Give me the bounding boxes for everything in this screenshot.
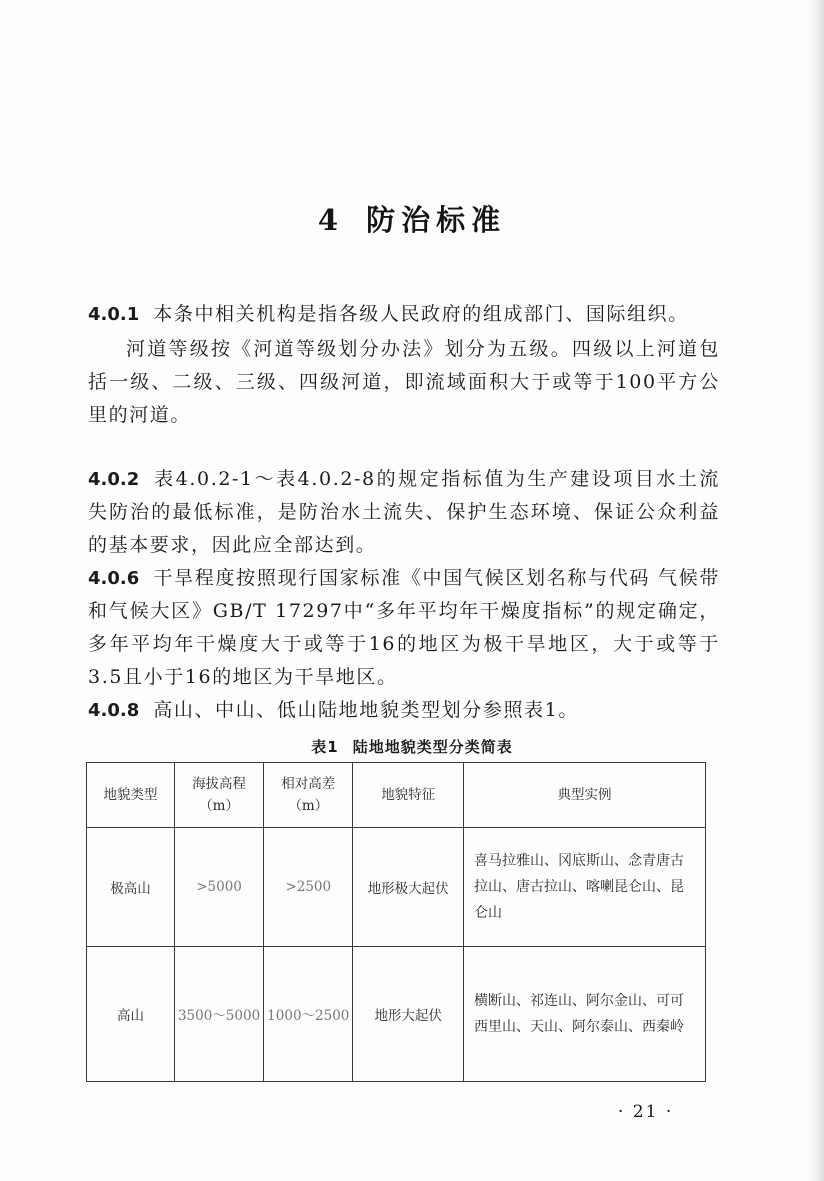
landform-table	[86, 762, 706, 1082]
table-caption-tag: 表1	[311, 738, 339, 756]
cell-relative-relief: 1000～2500	[264, 947, 353, 1082]
cell-relative-relief: >2500	[264, 828, 353, 947]
chapter-title	[0, 198, 824, 239]
table-header-row	[87, 763, 706, 828]
header-landform-type: 地貌类型	[87, 763, 175, 828]
header-altitude: 海拔高程（m）	[174, 763, 263, 828]
clause-paragraph	[88, 562, 720, 694]
cell-altitude: 3500～5000	[174, 947, 263, 1082]
cell-typical-examples: 横断山、祁连山、阿尔金山、可可西里山、天山、阿尔泰山、西秦岭	[464, 947, 706, 1082]
clause-4-0-1	[88, 298, 720, 432]
cell-landform-feature: 地形极大起伏	[353, 828, 464, 947]
clause-number: 4.0.2	[88, 469, 140, 490]
clause-paragraph	[88, 298, 720, 331]
cell-typical-examples: 喜马拉雅山、冈底斯山、念青唐古拉山、唐古拉山、喀喇昆仑山、昆仑山	[464, 828, 706, 947]
clause-4-0-2	[88, 463, 720, 562]
header-landform-feature: 地貌特征	[353, 763, 464, 828]
scan-edge-shadow	[806, 0, 824, 1181]
chapter-number: 4	[317, 203, 345, 237]
clause-paragraph	[88, 463, 720, 562]
clause-text: 河道等级按《河道等级划分办法》划分为五级。四级以上河道包括一级、二级、三级、四级河道，即流域面积大于或等于100平方公里的河道。	[88, 338, 720, 426]
header-typical-examples: 典型实例	[464, 763, 706, 828]
clause-paragraph	[88, 694, 720, 727]
cell-altitude: >5000	[174, 828, 263, 947]
clause-text: 表4.0.2-1～表4.0.2-8的规定指标值为生产建设项目水土流失防治的最低标准，是防治水土流失、保护生态环境、保证公众利益的基本要求，因此应全部达到。	[88, 468, 720, 556]
table-caption-title: 陆地地貌类型分类简表	[352, 738, 513, 756]
clause-text: 高山、中山、低山陆地地貌类型划分参照表1。	[153, 699, 579, 721]
clause-number: 4.0.1	[88, 304, 140, 325]
table-row	[87, 947, 706, 1082]
clause-number: 4.0.6	[88, 568, 140, 589]
table-caption	[0, 736, 824, 757]
cell-landform-type: 高山	[87, 947, 175, 1082]
cell-landform-feature: 地形大起伏	[353, 947, 464, 1082]
table-row	[87, 828, 706, 947]
page-number: · 21 ·	[618, 1102, 674, 1122]
clause-number: 4.0.8	[88, 700, 140, 721]
header-relative-relief: 相对高差（m）	[264, 763, 353, 828]
clause-text: 本条中相关机构是指各级人民政府的组成部门、国际组织。	[153, 303, 689, 325]
clause-paragraph	[88, 333, 720, 432]
cell-landform-type: 极高山	[87, 828, 175, 947]
clause-4-0-6	[88, 562, 720, 694]
chapter-name: 防治标准	[366, 203, 507, 237]
clause-4-0-8	[88, 694, 720, 727]
clause-text: 干旱程度按照现行国家标准《中国气候区划名称与代码 气候带和气候大区》GB/T 17297中“多年平均年干燥度指标”的规定确定，多年平均年干燥度大于或等于16的地区为极干旱地区，大于或等于3.5且小于16的地区为干旱地区。	[88, 567, 720, 688]
